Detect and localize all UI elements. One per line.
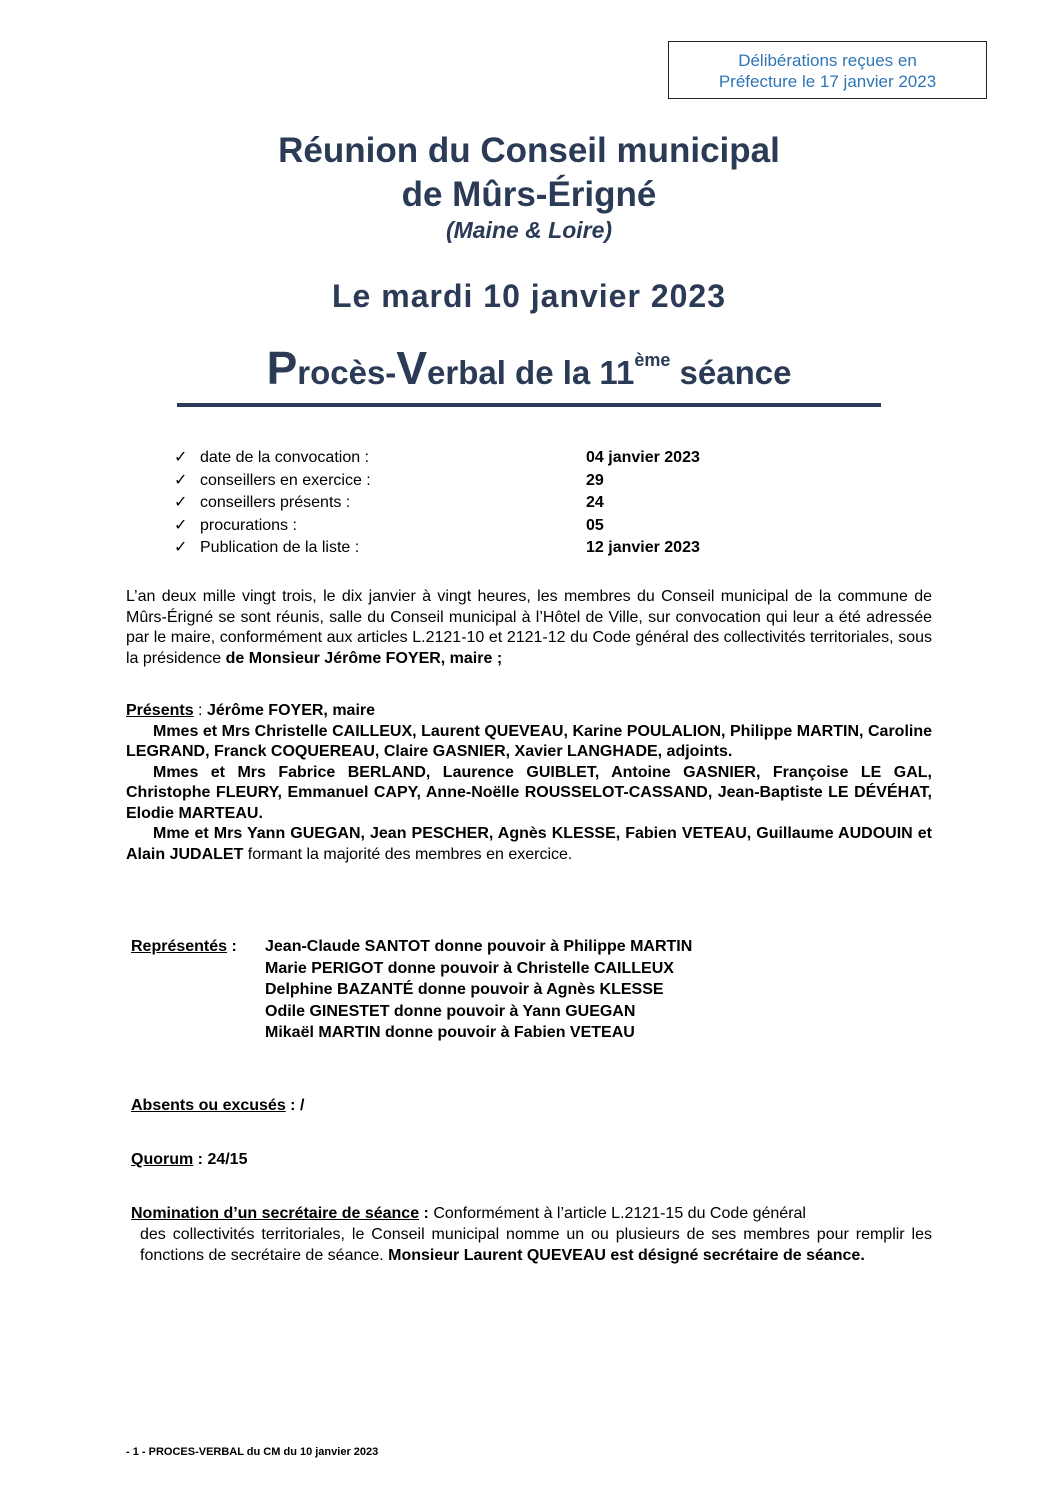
absents-label: Absents ou excusés	[131, 1097, 286, 1114]
region-subtitle: (Maine & Loire)	[445, 217, 613, 243]
presents-label: Présents	[126, 702, 194, 719]
absents-line	[131, 1097, 304, 1115]
checkmark-icon: ✓	[174, 494, 188, 512]
representes-label: Représentés	[131, 938, 228, 955]
meeting-date: Le mardi 10 janvier 2023	[332, 278, 726, 314]
presents-majorite: formant la majorité des membres en exercice.	[243, 845, 573, 863]
nomination-label: Nomination d’un secrétaire de séance	[131, 1205, 420, 1222]
nomination-separator: :	[419, 1205, 429, 1222]
representes-list	[265, 936, 692, 1044]
title-divider	[177, 403, 881, 407]
intro-paragraph	[126, 587, 932, 669]
quorum-value: : 24/15	[193, 1151, 248, 1168]
intro-text: L’an deux mille vingt trois, le dix janvier à vingt heures, les membres du Conseil municipal de la commune de Mûrs-Érigné se sont réunis, salle du Conseil municipal à l’Hôtel de Ville, sur convocation qui leur a été adressée par le maire, conformément aux articles L.2121-10 et 2121-12 du Code général des collectivités territoriales, sous la présidence	[126, 588, 932, 667]
info-row	[0, 537, 1058, 560]
info-value: 12 janvier 2023	[586, 539, 700, 557]
info-value: 29	[586, 471, 604, 489]
nomination-text-1: Conformément à l’article L.2121-15 du Code général	[428, 1205, 806, 1222]
pv-text-roces: rocès-	[297, 354, 397, 391]
title-line-1: Réunion du Conseil municipal	[278, 131, 780, 170]
presents-maire: Jérôme FOYER, maire	[206, 702, 376, 719]
info-value: 04 janvier 2023	[586, 449, 700, 466]
proces-verbal-heading	[0, 340, 1058, 399]
nomination-rest	[131, 1224, 932, 1266]
procuration-line: Mikaël MARTIN donne pouvoir à Fabien VETEAU	[265, 1024, 635, 1041]
nomination-paragraph	[131, 1203, 932, 1266]
procuration-line: Jean-Claude SANTOT donne pouvoir à Philippe MARTIN	[265, 938, 693, 955]
info-label: Publication de la liste :	[200, 539, 360, 557]
presents-separator: :	[193, 702, 207, 719]
nomination-secretary: Monsieur Laurent QUEVEAU est désigné secrétaire de séance.	[388, 1247, 865, 1264]
presents-adjoints: Mmes et Mrs Christelle CAILLEUX, Laurent QUEVEAU, Karine POULALION, Philippe MARTIN, Caroline LEGRAND, Franck COQUEREAU, Claire GASNIER, Xavier LANGHADE, adjoints.	[126, 722, 932, 760]
info-row	[0, 492, 1058, 515]
stamp-line-2: Préfecture le 17 janvier 2023	[718, 72, 937, 91]
presents-line	[126, 701, 932, 722]
absents-value: : /	[285, 1097, 305, 1114]
pv-initial-p: P	[266, 342, 298, 394]
checkmark-icon: ✓	[174, 516, 188, 534]
prefecture-stamp-box	[668, 41, 987, 99]
representes-heading	[131, 936, 237, 958]
pv-superscript: ème	[634, 350, 671, 370]
info-label: procurations :	[200, 516, 297, 534]
procuration-line: Marie PERIGOT donne pouvoir à Christelle CAILLEUX	[265, 959, 674, 977]
info-row	[0, 470, 1058, 493]
title-line-2: de Mûrs-Érigné	[401, 175, 657, 214]
procuration-line: Delphine BAZANTÉ donne pouvoir à Agnès KLESSE	[265, 981, 664, 998]
info-label: conseillers en exercice :	[200, 471, 371, 489]
info-row	[0, 447, 1058, 470]
info-label: date de la convocation :	[200, 449, 370, 466]
quorum-label: Quorum	[131, 1151, 194, 1168]
intro-president: de Monsieur Jérôme FOYER, maire ;	[225, 649, 503, 667]
presents-conseillers-1: Mmes et Mrs Fabrice BERLAND, Laurence GUIBLET, Antoine GASNIER, Françoise LE GAL, Christophe FLEURY, Emmanuel CAPY, Anne-Noëlle ROUSSELOT-CASSAND, Jean-Baptiste LE DÉVÉHAT, Elodie MARTEAU.	[126, 763, 932, 822]
procuration-line: Odile GINESTET donne pouvoir à Yann GUEGAN	[265, 1002, 636, 1020]
page-footer: - 1 - PROCES-VERBAL du CM du 10 janvier 2023	[126, 1446, 379, 1458]
quorum-line	[131, 1151, 247, 1169]
info-label: conseillers présents :	[200, 494, 351, 512]
pv-text-erbal: erbal de la 11	[427, 354, 635, 391]
presents-conseillers-2: Mme et Mrs Yann GUEGAN, Jean PESCHER, Agnès KLESSE, Fabien VETEAU, Guillaume AUDOUIN et Alain JUDALET formant la majorité des membres en exercice.	[126, 825, 932, 863]
pv-text-seance: séance	[670, 354, 792, 391]
info-value: 24	[586, 494, 604, 512]
nomination-text-2: des collectivités territoriales, le Conseil municipal nomme un ou plusieurs de ses membres pour remplir les fonctions de secrétaire de séance.	[140, 1226, 932, 1264]
presents-paragraph	[126, 701, 932, 865]
checkmark-icon: ✓	[174, 539, 188, 557]
pv-initial-v: V	[396, 342, 427, 394]
meeting-info-list	[0, 447, 1058, 560]
checkmark-icon: ✓	[174, 449, 188, 466]
representes-separator: :	[227, 938, 237, 955]
checkmark-icon: ✓	[174, 471, 188, 489]
info-row	[0, 515, 1058, 538]
stamp-line-1: Délibérations reçues en	[738, 51, 917, 70]
info-value: 05	[586, 516, 604, 534]
